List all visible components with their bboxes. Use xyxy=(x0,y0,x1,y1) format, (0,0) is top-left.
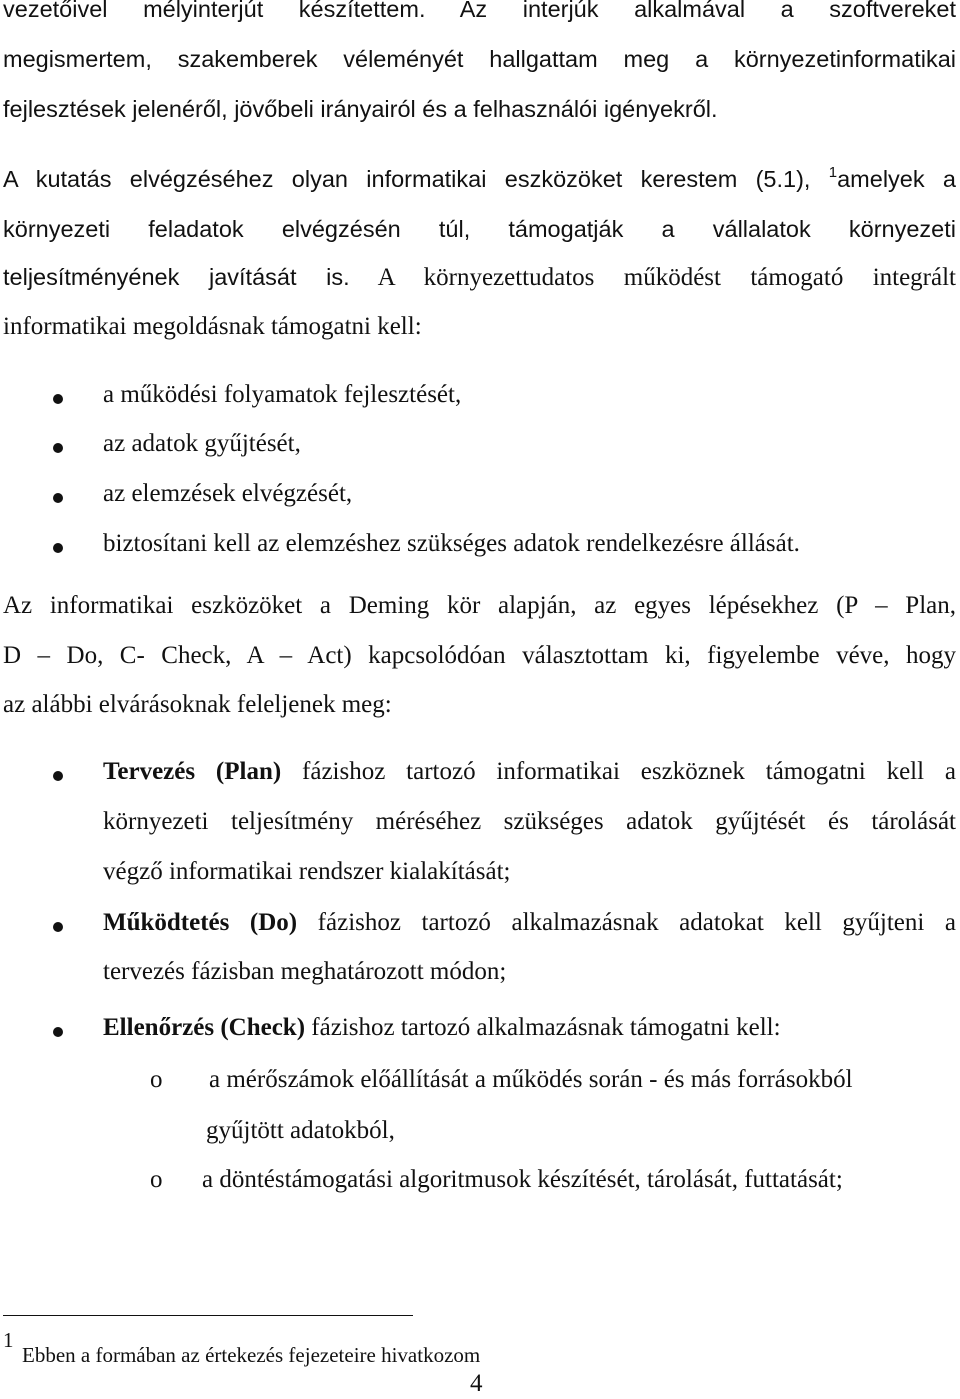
list1-item-3: az elemzések elvégzését, xyxy=(103,480,353,507)
footnote-text: Ebben a formában az értekezés fejezeteire hivatkozom xyxy=(22,1343,481,1367)
list1-item-1: a működési folyamatok fejlesztését, xyxy=(103,381,462,408)
check-line-1 xyxy=(103,1014,781,1042)
bullet-icon xyxy=(53,493,63,503)
para2-line-1 xyxy=(3,166,956,193)
para3-line-1: Az informatikai eszközöket a Deming kör alapján, az egyes lépésekhez (P – Plan, xyxy=(3,592,956,619)
para2-line-2: környezeti feladatok elvégzésén túl, támogatják a vállalatok környezeti xyxy=(3,216,956,242)
para2-line-3 xyxy=(3,264,956,292)
bullet-icon xyxy=(53,443,63,453)
para2-line1-post: amelyek a xyxy=(837,166,956,192)
do-heading: Működtetés (Do) xyxy=(103,909,298,936)
bullet-icon xyxy=(53,543,63,553)
para2-line3-sans: teljesítményének javítását is. xyxy=(3,264,350,290)
do-line-1 xyxy=(103,909,956,937)
sub-marker: o xyxy=(150,1166,163,1193)
sub-item-2-line-1: a döntéstámogatási algoritmusok készítését, tárolását, futtatását; xyxy=(202,1166,843,1193)
para3-line-3: az alábbi elvárásoknak feleljenek meg: xyxy=(3,691,392,718)
sub-marker: o xyxy=(150,1066,163,1093)
list1-item-2: az adatok gyűjtését, xyxy=(103,430,301,457)
plan-heading: Tervezés (Plan) xyxy=(103,758,282,785)
sub-item-1-line-1: a mérőszámok előállítását a működés során - és más forrásokból xyxy=(209,1066,853,1093)
para2-line-4: informatikai megoldásnak támogatni kell: xyxy=(3,313,422,340)
para3-line-2: D – Do, C- Check, A – Act) kapcsolódóan választottam ki, figyelembe véve, hogy xyxy=(3,642,956,669)
bullet-icon xyxy=(53,922,63,932)
bullet-icon xyxy=(53,1027,63,1037)
intro-line-3: fejlesztések jelenéről, jövőbeli irányairól és a felhasználói igényekről. xyxy=(3,96,718,122)
bullet-icon xyxy=(53,394,63,404)
bullet-icon xyxy=(53,771,63,781)
para2-line1-tail xyxy=(829,166,956,192)
para2-line1-text: A kutatás elvégzéséhez olyan informatikai eszközöket kerestem (5.1), xyxy=(3,166,811,192)
list1-item-4: biztosítani kell az elemzéshez szükséges adatok rendelkezésre állását. xyxy=(103,530,800,557)
plan-line1-text: fázishoz tartozó informatikai eszköznek támogatni kell a xyxy=(281,758,956,785)
do-line1-text: fázishoz tartozó alkalmazásnak adatokat kell gyűjteni a xyxy=(297,909,956,936)
plan-line-1 xyxy=(103,758,956,786)
footnote-separator xyxy=(3,1315,413,1316)
footnote-mark: 1 xyxy=(3,1328,14,1352)
footnote-ref: 1 xyxy=(828,164,838,181)
plan-line-3: végző informatikai rendszer kialakítását; xyxy=(103,858,511,885)
check-heading: Ellenőrzés (Check) xyxy=(103,1014,306,1041)
plan-line-2: környezeti teljesítmény méréséhez szükséges adatok gyűjtését és tárolását xyxy=(103,808,956,835)
intro-line-2: megismertem, szakemberek véleményét hallgattam meg a környezetinformatikai xyxy=(3,46,956,72)
sub-item-1-line-2: gyűjtött adatokból, xyxy=(206,1117,395,1144)
para2-line3-serif: A környezettudatos működést támogató integrált xyxy=(349,264,956,291)
page-number: 4 xyxy=(470,1370,483,1397)
check-line1-text: fázishoz tartozó alkalmazásnak támogatni kell: xyxy=(305,1014,781,1041)
intro-line-1: vezetőivel mélyinterjút készítettem. Az interjúk alkalmával a szoftvereket xyxy=(3,0,956,22)
do-line-2: tervezés fázisban meghatározott módon; xyxy=(103,958,507,985)
